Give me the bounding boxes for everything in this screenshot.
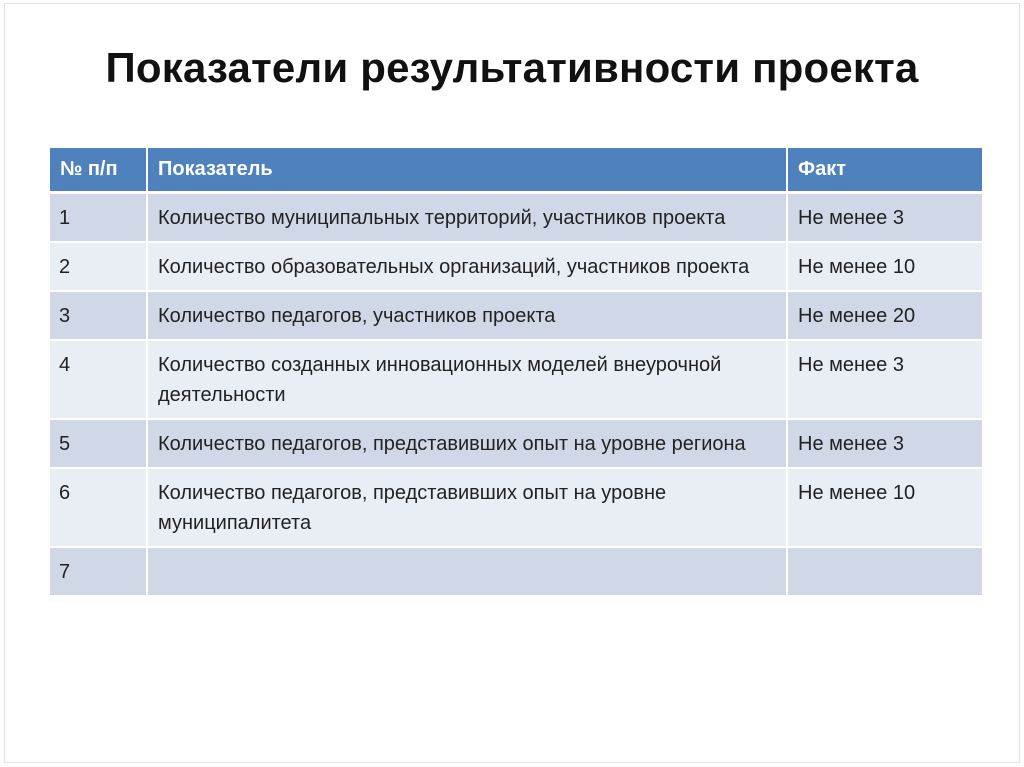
cell-number: 2 — [50, 242, 147, 291]
cell-fact: Не менее 3 — [787, 340, 982, 419]
header-indicator: Показатель — [147, 148, 787, 193]
header-number: № п/п — [50, 148, 147, 193]
cell-fact: Не менее 20 — [787, 291, 982, 340]
cell-number: 3 — [50, 291, 147, 340]
table-row — [50, 340, 982, 419]
cell-number: 5 — [50, 419, 147, 468]
page-title: Показатели результативности проекта — [105, 44, 919, 91]
cell-indicator: Количество педагогов, участников проекта — [147, 291, 787, 340]
cell-number: 6 — [50, 468, 147, 547]
table-header-row — [50, 148, 982, 193]
cell-indicator: Количество педагогов, представивших опыт на уровне региона — [147, 419, 787, 468]
cell-number: 7 — [50, 547, 147, 596]
table-row — [50, 291, 982, 340]
cell-fact: Не менее 10 — [787, 468, 982, 547]
cell-fact: Не менее 3 — [787, 193, 982, 243]
cell-number: 4 — [50, 340, 147, 419]
cell-indicator: Количество образовательных организаций, участников проекта — [147, 242, 787, 291]
cell-fact: Не менее 3 — [787, 419, 982, 468]
cell-indicator: Количество созданных инновационных моделей внеурочной деятельности — [147, 340, 787, 419]
table-row — [50, 193, 982, 243]
cell-indicator: Количество педагогов, представивших опыт на уровне муниципалитета — [147, 468, 787, 547]
header-fact: Факт — [787, 148, 982, 193]
cell-fact — [787, 547, 982, 596]
indicators-table — [50, 148, 982, 597]
cell-indicator: Количество муниципальных территорий, участников проекта — [147, 193, 787, 243]
cell-indicator — [147, 547, 787, 596]
cell-number: 1 — [50, 193, 147, 243]
table-row — [50, 547, 982, 596]
table-row — [50, 419, 982, 468]
table-row — [50, 468, 982, 547]
table-row — [50, 242, 982, 291]
cell-fact: Не менее 10 — [787, 242, 982, 291]
